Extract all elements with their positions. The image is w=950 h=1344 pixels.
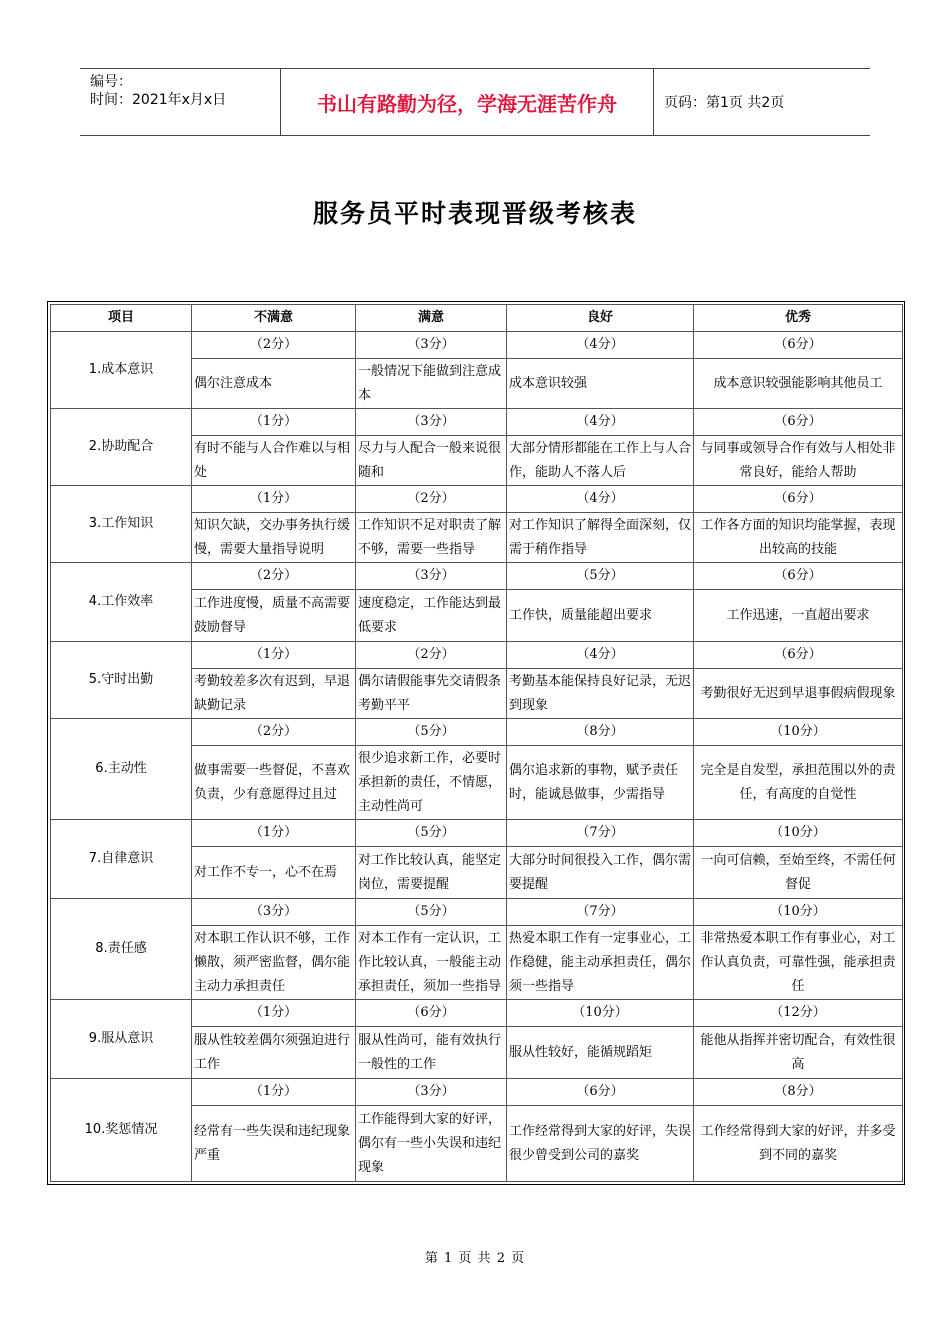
table-row-scores bbox=[51, 1079, 903, 1106]
description-cell: 尽力与人配合一般来说很随和 bbox=[356, 436, 507, 486]
score-cell: （5分） bbox=[356, 719, 507, 746]
table-row-scores bbox=[51, 820, 903, 847]
description-cell: 做事需要一些督促，不喜欢负责，少有意愿得过且过 bbox=[192, 746, 356, 820]
description-cell: 速度稳定，工作能达到最低要求 bbox=[356, 590, 507, 642]
page-header bbox=[80, 68, 870, 136]
description-cell: 大部分时间很投入工作，偶尔需要提醒 bbox=[507, 847, 694, 899]
description-cell: 工作进度慢，质量不高需要鼓励督导 bbox=[192, 590, 356, 642]
table-row-scores bbox=[51, 719, 903, 746]
score-cell: （3分） bbox=[356, 563, 507, 590]
table-body bbox=[51, 332, 903, 1182]
header-meta bbox=[80, 69, 280, 135]
description-cell: 对工作知识了解得全面深刻，仅需于稍作指导 bbox=[507, 513, 694, 563]
score-cell: （6分） bbox=[356, 1000, 507, 1027]
column-header-item: 项目 bbox=[51, 305, 192, 332]
description-cell: 对工作不专一，心不在焉 bbox=[192, 847, 356, 899]
row-item-name: 10.奖惩情况 bbox=[51, 1079, 192, 1182]
row-item-name: 5.守时出勤 bbox=[51, 642, 192, 719]
score-cell: （4分） bbox=[507, 332, 694, 359]
description-cell: 工作快，质量能超出要求 bbox=[507, 590, 694, 642]
description-cell: 一向可信赖，至始至终，不需任何督促 bbox=[694, 847, 903, 899]
column-header-satisfied: 满意 bbox=[356, 305, 507, 332]
description-cell: 工作迅速，一直超出要求 bbox=[694, 590, 903, 642]
description-cell: 服从性尚可，能有效执行一般性的工作 bbox=[356, 1027, 507, 1079]
description-cell: 对工作比较认真，能坚定岗位，需要提醒 bbox=[356, 847, 507, 899]
description-cell: 很少追求新工作，必要时承担新的责任，不情愿，主动性尚可 bbox=[356, 746, 507, 820]
score-cell: （4分） bbox=[507, 486, 694, 513]
table-row-scores bbox=[51, 563, 903, 590]
score-cell: （10分） bbox=[694, 899, 903, 926]
score-cell: （4分） bbox=[507, 642, 694, 669]
assessment-table bbox=[50, 304, 903, 1182]
score-cell: （10分） bbox=[694, 719, 903, 746]
score-cell: （6分） bbox=[694, 332, 903, 359]
score-cell: （2分） bbox=[356, 642, 507, 669]
score-cell: （5分） bbox=[507, 563, 694, 590]
score-cell: （12分） bbox=[694, 1000, 903, 1027]
description-cell: 与同事或领导合作有效与人相处非常良好，能给人帮助 bbox=[694, 436, 903, 486]
description-cell: 非常热爱本职工作有事业心，对工作认真负责，可靠性强，能承担责任 bbox=[694, 926, 903, 1000]
score-cell: （6分） bbox=[694, 409, 903, 436]
score-cell: （2分） bbox=[192, 563, 356, 590]
page-footer: 第 1 页 共 2 页 bbox=[424, 1251, 526, 1266]
score-cell: （3分） bbox=[356, 332, 507, 359]
score-cell: （4分） bbox=[507, 409, 694, 436]
document-number-label: 编号： bbox=[90, 74, 132, 90]
score-cell: （1分） bbox=[192, 486, 356, 513]
table-header-row bbox=[51, 305, 903, 332]
document-title: 服务员平时表现晋级考核表 bbox=[312, 199, 637, 228]
description-cell: 偶尔注意成本 bbox=[192, 359, 356, 409]
description-cell: 工作知识不足对职责了解不够，需要一些指导 bbox=[356, 513, 507, 563]
row-item-name: 2.协助配合 bbox=[51, 409, 192, 486]
row-item-name: 8.责任感 bbox=[51, 899, 192, 1000]
description-cell: 工作经常得到大家的好评，失误很少曾受到公司的嘉奖 bbox=[507, 1106, 694, 1182]
description-cell: 服从性较差偶尔须强迫进行工作 bbox=[192, 1027, 356, 1079]
score-cell: （8分） bbox=[694, 1079, 903, 1106]
row-item-name: 9.服从意识 bbox=[51, 1000, 192, 1079]
description-cell: 成本意识较强能影响其他员工 bbox=[694, 359, 903, 409]
score-cell: （1分） bbox=[192, 1079, 356, 1106]
description-cell: 工作经常得到大家的好评，并多受到不同的嘉奖 bbox=[694, 1106, 903, 1182]
score-cell: （2分） bbox=[192, 719, 356, 746]
description-cell: 完全是自发型，承担范围以外的责任，有高度的自觉性 bbox=[694, 746, 903, 820]
score-cell: （3分） bbox=[356, 409, 507, 436]
description-cell: 热爱本职工作有一定事业心，工作稳健，能主动承担责任，偶尔须一些指导 bbox=[507, 926, 694, 1000]
description-cell: 成本意识较强 bbox=[507, 359, 694, 409]
score-cell: （7分） bbox=[507, 820, 694, 847]
header-page-info: 页码：第1页 共2页 bbox=[664, 95, 785, 111]
description-cell: 偶尔请假能事先交请假条考勤平平 bbox=[356, 669, 507, 719]
document-time: 时间：2021年x月x日 bbox=[90, 92, 227, 108]
table-row-scores bbox=[51, 332, 903, 359]
description-cell: 工作能得到大家的好评，偶尔有一些小失误和违纪现象 bbox=[356, 1106, 507, 1182]
score-cell: （1分） bbox=[192, 642, 356, 669]
description-cell: 对本工作有一定认识，工作比较认真，一般能主动承担责任，须加一些指导 bbox=[356, 926, 507, 1000]
description-cell: 偶尔追求新的事物，赋予责任时，能诚恳做事，少需指导 bbox=[507, 746, 694, 820]
column-header-unsatisfied: 不满意 bbox=[192, 305, 356, 332]
score-cell: （5分） bbox=[356, 899, 507, 926]
table-row-scores bbox=[51, 642, 903, 669]
table-row-scores bbox=[51, 409, 903, 436]
description-cell: 经常有一些失误和违纪现象严重 bbox=[192, 1106, 356, 1182]
description-cell: 对本职工作认识不够，工作懒散，须严密监督，偶尔能主动力承担责任 bbox=[192, 926, 356, 1000]
description-cell: 服从性较好，能循规蹈矩 bbox=[507, 1027, 694, 1079]
description-cell: 能他从指挥并密切配合，有效性很高 bbox=[694, 1027, 903, 1079]
description-cell: 考勤较差多次有迟到，早退缺勤记录 bbox=[192, 669, 356, 719]
column-header-good: 良好 bbox=[507, 305, 694, 332]
score-cell: （2分） bbox=[192, 332, 356, 359]
score-cell: （7分） bbox=[507, 899, 694, 926]
table-row-scores bbox=[51, 1000, 903, 1027]
row-item-name: 7.自律意识 bbox=[51, 820, 192, 899]
score-cell: （6分） bbox=[694, 563, 903, 590]
score-cell: （1分） bbox=[192, 409, 356, 436]
column-header-excellent: 优秀 bbox=[694, 305, 903, 332]
description-cell: 有时不能与人合作难以与相处 bbox=[192, 436, 356, 486]
score-cell: （5分） bbox=[356, 820, 507, 847]
score-cell: （3分） bbox=[356, 1079, 507, 1106]
row-item-name: 6.主动性 bbox=[51, 719, 192, 820]
description-cell: 大部分情形都能在工作上与人合作，能助人不落人后 bbox=[507, 436, 694, 486]
score-cell: （2分） bbox=[356, 486, 507, 513]
score-cell: （8分） bbox=[507, 719, 694, 746]
score-cell: （6分） bbox=[507, 1079, 694, 1106]
score-cell: （3分） bbox=[192, 899, 356, 926]
score-cell: （1分） bbox=[192, 1000, 356, 1027]
score-cell: （10分） bbox=[507, 1000, 694, 1027]
header-motto: 书山有路勤为径，学海无涯苦作舟 bbox=[280, 69, 654, 135]
description-cell: 考勤很好无迟到早退事假病假现象 bbox=[694, 669, 903, 719]
score-cell: （1分） bbox=[192, 820, 356, 847]
row-item-name: 1.成本意识 bbox=[51, 332, 192, 409]
score-cell: （6分） bbox=[694, 642, 903, 669]
table-row-scores bbox=[51, 486, 903, 513]
assessment-table-frame bbox=[47, 301, 905, 1185]
row-item-name: 3.工作知识 bbox=[51, 486, 192, 563]
row-item-name: 4.工作效率 bbox=[51, 563, 192, 642]
description-cell: 一般情况下能做到注意成本 bbox=[356, 359, 507, 409]
table-row-scores bbox=[51, 899, 903, 926]
description-cell: 工作各方面的知识均能掌握，表现出较高的技能 bbox=[694, 513, 903, 563]
description-cell: 考勤基本能保持良好记录，无迟到现象 bbox=[507, 669, 694, 719]
score-cell: （6分） bbox=[694, 486, 903, 513]
score-cell: （10分） bbox=[694, 820, 903, 847]
description-cell: 知识欠缺，交办事务执行缓慢，需要大量指导说明 bbox=[192, 513, 356, 563]
